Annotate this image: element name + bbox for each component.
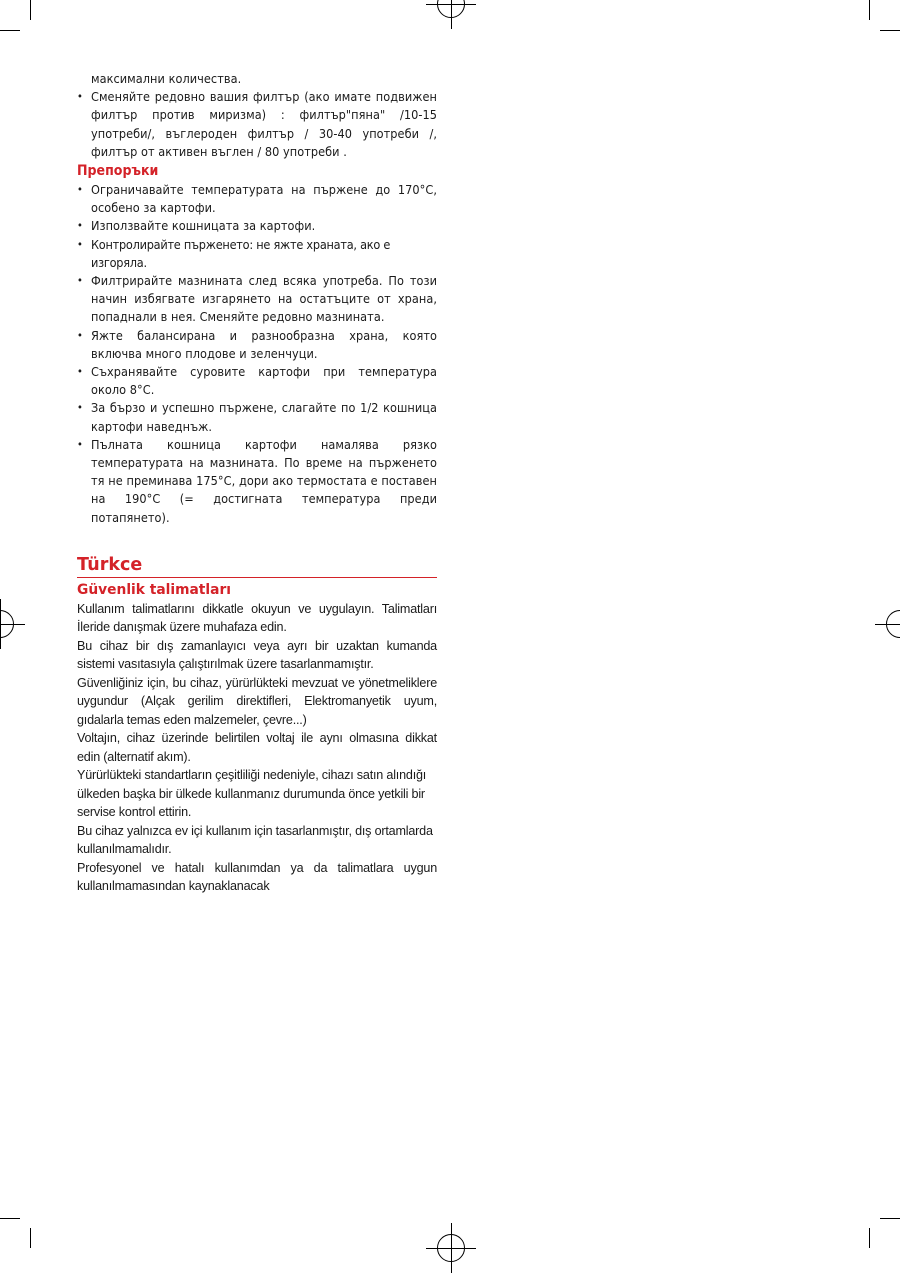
list-item: • Съхранявайте суровите картофи при температура около 8°C. xyxy=(77,363,437,399)
bg-recommendations-heading: Препоръки xyxy=(77,163,159,180)
registration-mark xyxy=(0,610,14,638)
crop-mark xyxy=(0,30,20,31)
tr-paragraphs xyxy=(77,600,437,896)
crop-mark xyxy=(880,1218,900,1219)
list-item: • Ограничавайте температурата на пържене до 170°C, особено за картофи. xyxy=(77,181,437,217)
registration-mark xyxy=(886,610,900,638)
crop-mark xyxy=(30,0,31,20)
list-item: • Използвайте кошницата за картофи. xyxy=(77,217,437,235)
registration-mark xyxy=(437,1234,465,1262)
crop-mark xyxy=(880,30,900,31)
list-item: • Контролирайте пърженето: не яжте храната, ако е изгоряла. xyxy=(77,236,437,272)
bg-filter-bullet: • Сменяйте редовно вашия филтър (ако имате подвижен филтър против миризма) : филтър"пяна" /10-15 употреби/, въглероден филтър / 30-40 употреби /, филтър от активен въглен / 80 употреби . xyxy=(77,88,437,161)
list-item: • Филтрирайте мазнината след всяка употреба. По този начин избягвате изгарянето на остатъците от храна, попаднали в нея. Сменяйте редовно мазнината. xyxy=(77,272,437,327)
list-item: • За бързо и успешно пържене, слагайте по 1/2 кошница картофи наведнъж. xyxy=(77,399,437,435)
crop-mark xyxy=(869,1228,870,1248)
paragraph: Güvenliğiniz için, bu cihaz, yürürlükteki mevzuat ve yönetmeliklere uygundur (Alçak gerilim direktifleri, Elektromanyetik uyum, gıdalarla temas eden malzemeler, çevre...) xyxy=(77,675,437,727)
paragraph: Kullanım talimatlarını dikkatle okuyun ve uygulayın. Talimatları İleride danışmak üzere muhafaza edin. xyxy=(77,601,437,635)
list-item: • Пълната кошница картофи намалява рязко температурата на мазнината. По време на пърженето тя не преминава 175°C, дори ако термостата е поставен на 190°C (= достигната температура преди потапянето). xyxy=(77,436,437,527)
paragraph: Bu cihaz yalnızca ev içi kullanım için tasarlanmıştır, dış ortamlarda kullanılmamalıdır. xyxy=(77,823,433,857)
crop-mark xyxy=(0,1218,20,1219)
list-item: • Яжте балансирана и разнообразна храна, която включва много плодове и зеленчуци. xyxy=(77,327,437,363)
paragraph: Profesyonel ve hatalı kullanımdan ya da talimatlara uygun kullanılmamasından kaynaklanacak xyxy=(77,860,437,894)
text-column xyxy=(77,70,437,896)
registration-mark xyxy=(437,0,465,18)
section-title-turkish: Türkce xyxy=(77,554,437,578)
paragraph: Voltajın, cihaz üzerinde belirtilen voltaj ile aynı olmasına dikkat edin (alternatif akım). xyxy=(77,731,437,764)
tr-safety-heading: Güvenlik talimatları xyxy=(77,581,231,598)
bg-recommendations-list xyxy=(77,181,437,527)
paragraph: Bu cihaz bir dış zamanlayıcı veya ayrı bir uzaktan kumanda sistemi vasıtasıyla çalıştırılmak üzere tasarlanmamıştır. xyxy=(77,638,437,672)
bg-lead-continuation: максимални количества. xyxy=(91,71,242,86)
crop-mark xyxy=(869,0,870,20)
paragraph: Yürürlükteki standartların çeşitliliği nedeniyle, cihazı satın alındığı ülkeden başka bir ülkede kullanmanız durumunda önce yetkili bir servise kontrol ettirin. xyxy=(77,768,427,820)
crop-mark xyxy=(30,1228,31,1248)
